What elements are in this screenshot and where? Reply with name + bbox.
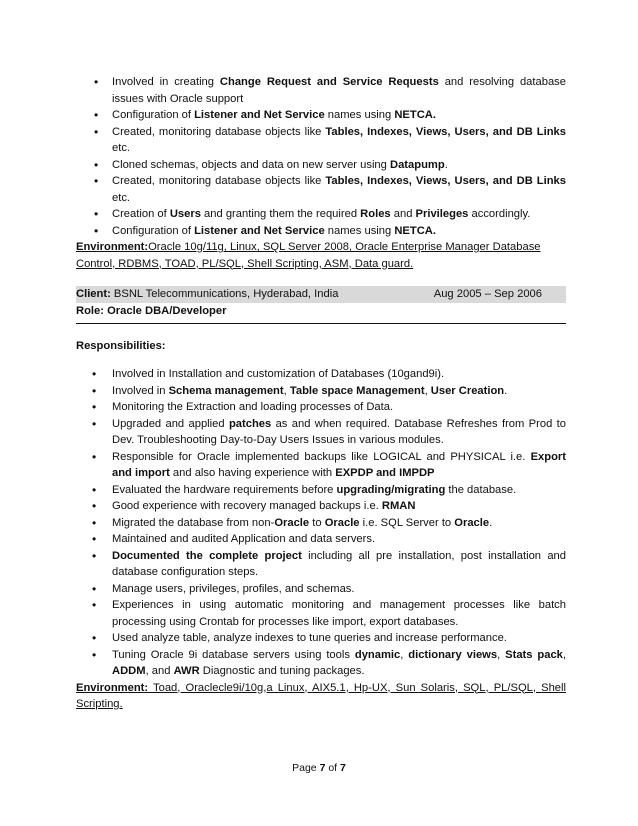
role-heading: Role: Oracle DBA/Developer [76, 303, 566, 324]
list-item: • Good experience with recovery managed backups i.e. RMAN [92, 498, 566, 515]
environment-line: Environment:Oracle 10g/11g, Linux, SQL Server 2008, Oracle Enterprise Manager Database Control, RDBMS, TOAD, PL/SQL, Shell Scripting, ASM, Data guard. [76, 241, 541, 270]
client-bar [76, 286, 566, 303]
list-item: • Created, monitoring database objects like Tables, Indexes, Views, Users, and DB Links etc. [94, 173, 566, 206]
page-content [76, 74, 566, 713]
list-item: • Cloned schemas, objects and data on new server using Datapump. [94, 157, 566, 174]
list-item: • Maintained and audited Application and data servers. [92, 531, 566, 548]
top-bullet-list [76, 74, 566, 239]
list-item: • Evaluated the hardware requirements before upgrading/migrating the database. [92, 482, 566, 499]
client-dates: Aug 2005 – Sep 2006 [433, 288, 542, 301]
list-item: • Experiences in using automatic monitoring and management processes like batch processing using Crontab for processes like import, export databases. [92, 597, 566, 630]
list-item: • Monitoring the Extraction and loading processes of Data. [92, 399, 566, 416]
responsibilities-heading: Responsibilities: [76, 339, 166, 352]
list-item: • Creation of Users and granting them the required Roles and Privileges accordingly. [94, 206, 566, 223]
responsibilities-list [92, 366, 566, 680]
environment-line: Environment: Toad, Oraclecle9i/10g,a Linux, AIX5.1, Hp-UX, Sun Solaris, SQL, PL/SQL, Shell Scripting. [76, 681, 566, 710]
list-item: • Involved in Schema management, Table space Management, User Creation. [92, 383, 566, 400]
list-item: • Involved in Installation and customization of Databases (10gand9i). [92, 366, 566, 383]
list-item: • Migrated the database from non-Oracle to Oracle i.e. SQL Server to Oracle. [92, 515, 566, 532]
list-item: • Responsible for Oracle implemented backups like LOGICAL and PHYSICAL i.e. Export and import and also having experience with EXPDP and IMPDP [92, 449, 566, 482]
page-footer: Page 7 of 7 [292, 762, 346, 774]
list-item: • Upgraded and applied patches as and when required. Database Refreshes from Prod to Dev. Troubleshooting Day-to-Day Users Issues in various modules. [92, 416, 566, 449]
list-item: • Manage users, privileges, profiles, and schemas. [92, 581, 566, 598]
list-item: • Documented the complete project including all pre installation, post installation and database configuration steps. [92, 548, 566, 581]
list-item: • Involved in creating Change Request and Service Requests and resolving database issues with Oracle support [94, 74, 566, 107]
list-item: • Configuration of Listener and Net Service names using NETCA. [94, 223, 566, 240]
list-item: • Configuration of Listener and Net Service names using NETCA. [94, 107, 566, 124]
list-item: • Created, monitoring database objects like Tables, Indexes, Views, Users, and DB Links etc. [94, 124, 566, 157]
list-item: • Used analyze table, analyze indexes to tune queries and increase performance. [92, 630, 566, 647]
client-name: Client: BSNL Telecommunications, Hyderabad, India [76, 288, 339, 301]
list-item: • Tuning Oracle 9i database servers using tools dynamic, dictionary views, Stats pack, ADDM, and AWR Diagnostic and tuning packages. [92, 647, 566, 680]
